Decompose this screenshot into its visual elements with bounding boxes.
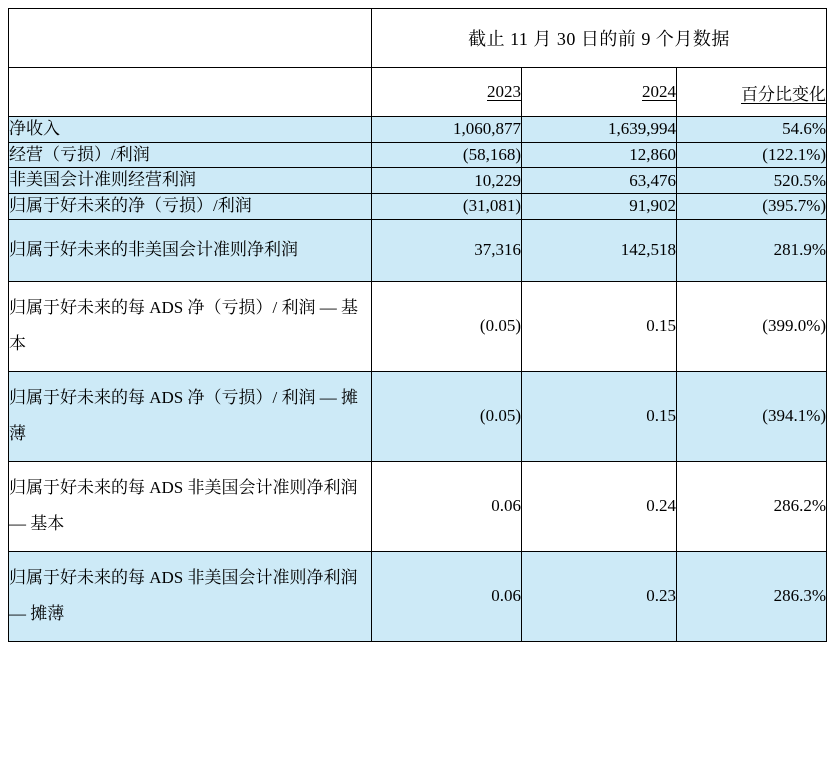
column-header-2023-text: 2023 — [487, 82, 521, 101]
row-value-change: (399.0%) — [677, 281, 827, 371]
financial-table-page — [0, 8, 832, 764]
row-value-2024: 63,476 — [522, 168, 677, 194]
row-value-change: (394.1%) — [677, 371, 827, 461]
row-label: 归属于好未来的每 ADS 非美国会计准则净利润 — 摊薄 — [9, 551, 372, 641]
row-label: 经营（亏损）/利润 — [9, 142, 372, 168]
row-value-2024: 142,518 — [522, 219, 677, 281]
row-value-2024: 0.24 — [522, 461, 677, 551]
column-header-2024 — [522, 68, 677, 117]
row-label: 非美国会计准则经营利润 — [9, 168, 372, 194]
table-header-period-row — [9, 9, 827, 68]
table-row — [9, 551, 827, 641]
row-value-change: (395.7%) — [677, 193, 827, 219]
row-value-change: 54.6% — [677, 117, 827, 143]
row-label: 归属于好未来的每 ADS 净（亏损）/ 利润 — 基本 — [9, 281, 372, 371]
row-value-2023: 37,316 — [372, 219, 522, 281]
row-value-2023: 10,229 — [372, 168, 522, 194]
row-value-2023: (58,168) — [372, 142, 522, 168]
row-value-2023: (0.05) — [372, 371, 522, 461]
column-header-change — [677, 68, 827, 117]
column-header-2024-text: 2024 — [642, 82, 676, 101]
row-value-2023: (31,081) — [372, 193, 522, 219]
row-value-2024: 91,902 — [522, 193, 677, 219]
row-value-change: 286.2% — [677, 461, 827, 551]
row-value-2024: 0.15 — [522, 281, 677, 371]
table-row — [9, 193, 827, 219]
row-value-change: 286.3% — [677, 551, 827, 641]
table-header-columns-row — [9, 68, 827, 117]
table-row — [9, 281, 827, 371]
row-value-2024: 0.15 — [522, 371, 677, 461]
row-label: 归属于好未来的每 ADS 非美国会计准则净利润 — 基本 — [9, 461, 372, 551]
row-value-2023: (0.05) — [372, 281, 522, 371]
row-label: 归属于好未来的净（亏损）/利润 — [9, 193, 372, 219]
row-value-2024: 0.23 — [522, 551, 677, 641]
row-label: 归属于好未来的非美国会计准则净利润 — [9, 219, 372, 281]
table-body — [9, 9, 827, 642]
row-label: 净收入 — [9, 117, 372, 143]
row-value-2024: 12,860 — [522, 142, 677, 168]
table-row — [9, 142, 827, 168]
row-value-2023: 0.06 — [372, 551, 522, 641]
column-header-change-text: 百分比变化 — [741, 84, 827, 104]
table-row — [9, 371, 827, 461]
table-row — [9, 168, 827, 194]
table-row — [9, 461, 827, 551]
row-value-2023: 1,060,877 — [372, 117, 522, 143]
column-header-2023 — [372, 68, 522, 117]
table-row — [9, 219, 827, 281]
row-label: 归属于好未来的每 ADS 净（亏损）/ 利润 — 摊薄 — [9, 371, 372, 461]
table-row — [9, 117, 827, 143]
row-value-2023: 0.06 — [372, 461, 522, 551]
financial-summary-table — [8, 8, 827, 642]
row-value-change: 281.9% — [677, 219, 827, 281]
header-label-cell — [9, 68, 372, 117]
row-value-2024: 1,639,994 — [522, 117, 677, 143]
row-value-change: 520.5% — [677, 168, 827, 194]
row-value-change: (122.1%) — [677, 142, 827, 168]
header-corner-cell — [9, 9, 372, 68]
period-title: 截止 11 月 30 日的前 9 个月数据 — [372, 9, 827, 68]
